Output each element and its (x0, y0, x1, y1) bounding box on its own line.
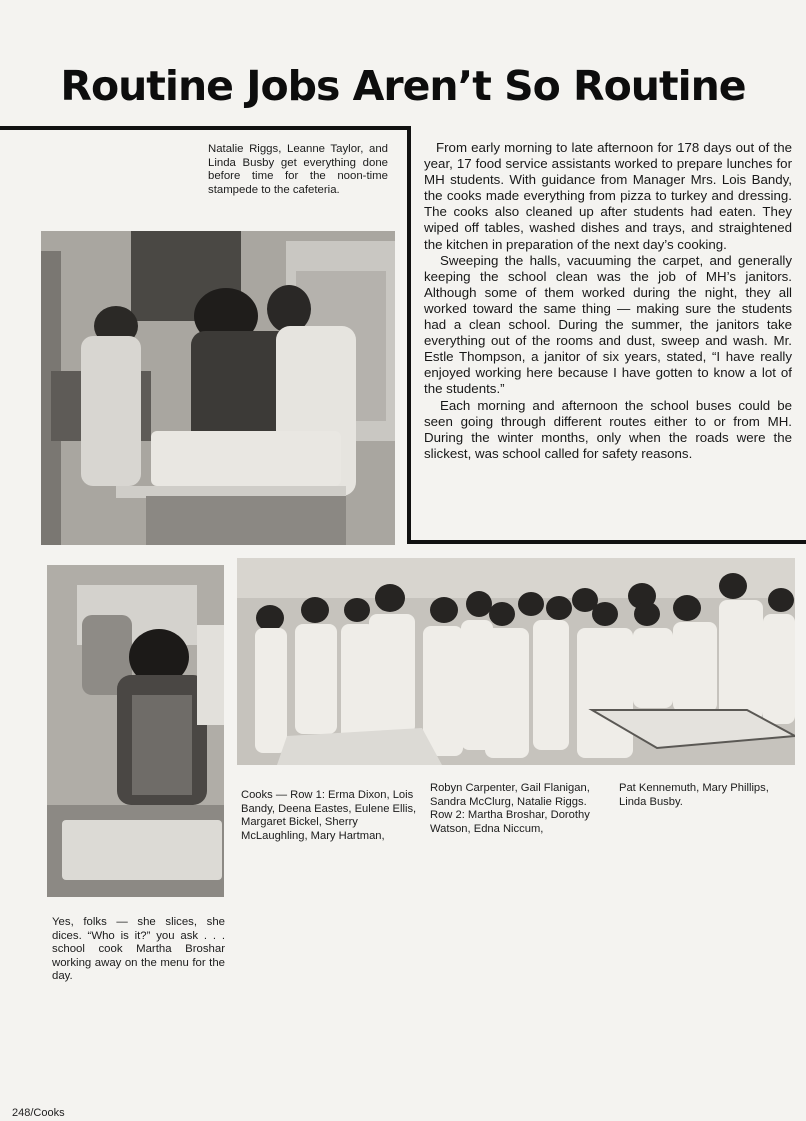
caption-slicing-photo: Yes, folks — she slices, she dices. “Who is it?” you ask . . . school cook Martha Broshar working away on the menu for the day. (52, 916, 225, 983)
group-caption-col2: Robyn Carpenter, Gail Flanigan, Sandra McClurg, Natalie Riggs. Row 2: Martha Broshar, Dorothy Watson, Edna Niccum, (430, 782, 590, 835)
caption-kitchen-photo: Natalie Riggs, Leanne Taylor, and Linda Busby get everything done before time for the noon-time stampede to the cafeteria. (208, 143, 388, 196)
article-paragraph: From early morning to late afternoon for 178 days out of the year, 17 food service assistants worked to prepare lunches for MH students. With guidance from Manager Mrs. Lois Bandy, the cooks made everything from pizza to turkey and dressing. The cooks also cleaned up after students had eaten. They wiped off tables, washed dishes and trays, and straightened the kitchen in preparation of the next day’s cooking. (424, 140, 792, 252)
kitchen-photo (41, 231, 395, 545)
page-footer: 248/Cooks (12, 1107, 65, 1119)
cooks-group-photo (237, 558, 795, 765)
article-paragraph: Sweeping the halls, vacuuming the carpet, and generally keeping the school clean was the job of MH’s janitors. Although some of them worked during the night, they all worked toward the same thing — making sure the students had a clean school. During the summer, the janitors take everything out of the rooms and dust, sweep and wash. Mr. Estle Thompson, a janitor of six years, stated, “I have really enjoyed working here because I have gotten to know a lot of the students.” (424, 252, 792, 397)
page-title: Routine Jobs Aren’t So Routine (60, 62, 746, 110)
article-paragraph: Each morning and afternoon the school buses could be seen going through different routes either to or from MH. During the winter months, only when the roads were the slickest, was school called for safety reasons. (424, 397, 792, 461)
group-caption-col1: Cooks — Row 1: Erma Dixon, Lois Bandy, Deena Eastes, Eulene Ellis, Margaret Bickel, Sherry McLaughling, Mary Hartman, (241, 789, 417, 842)
frame-top-left-line (0, 126, 410, 130)
frame-bottom-right-line (407, 540, 806, 544)
article-body (424, 140, 792, 462)
frame-center-line (407, 126, 411, 544)
slicing-photo (47, 565, 224, 897)
group-caption-col3: Pat Kennemuth, Mary Phillips, Linda Busby. (619, 782, 769, 808)
